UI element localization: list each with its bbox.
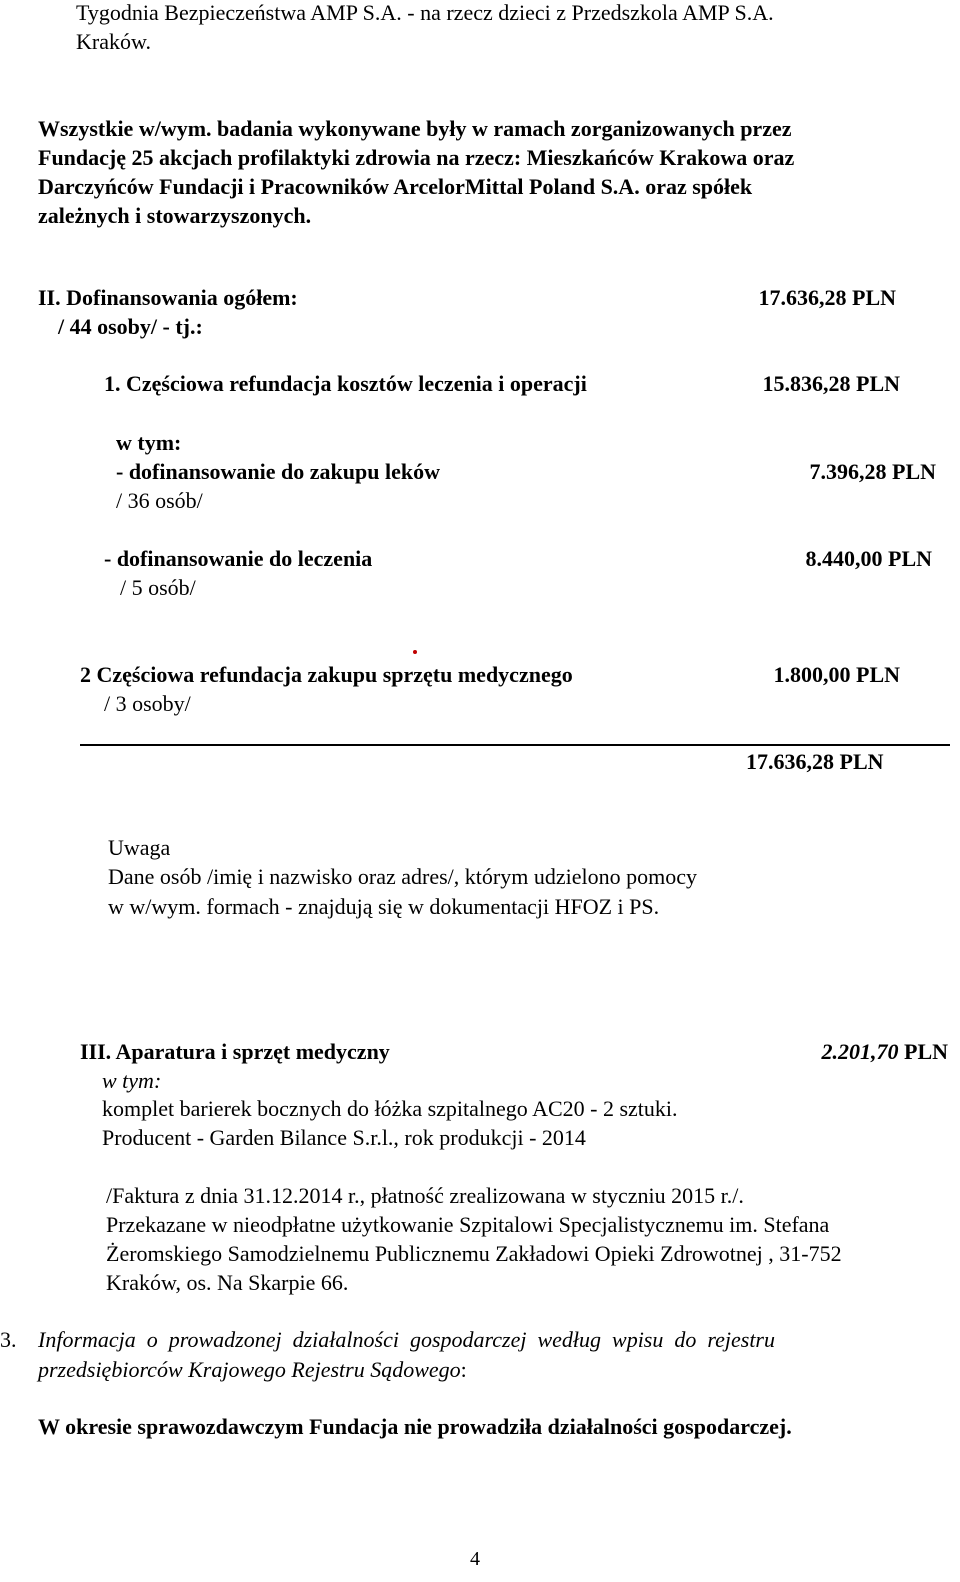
sub1-label: - dofinansowanie do zakupu leków	[116, 459, 440, 484]
note-title: Uwaga	[108, 835, 171, 860]
top-line-1: Tygodnia Bezpieczeństwa AMP S.A. - na rzecz dzieci z Przedszkola AMP S.A.	[76, 0, 774, 25]
point3-line-2	[38, 1355, 467, 1384]
section3-amount-number: 2.201,70	[821, 1039, 899, 1064]
intro-line-1: Wszystkie w/wym. badania wykonywane były w ramach zorganizowanych przez	[38, 116, 792, 141]
section3-invoice: /Faktura z dnia 31.12.2014 r., płatność zrealizowana w styczniu 2015 r./.	[106, 1183, 744, 1208]
section3-transfer-1: Przekazane w nieodpłatne użytkowanie Szpitalowi Specjalistycznemu im. Stefana	[106, 1212, 830, 1237]
sub2-amount: 8.440,00 PLN	[805, 546, 932, 571]
red-dot-mark	[413, 650, 417, 654]
page-number: 4	[470, 1548, 480, 1570]
item1-amount: 15.836,28 PLN	[762, 371, 900, 396]
section3-amount-currency: PLN	[898, 1039, 948, 1064]
intro-line-3: Darczyńców Fundacji i Pracowników ArcelorMittal Poland S.A. oraz spółek	[38, 174, 753, 199]
intro-line-4: zależnych i stowarzyszonych.	[38, 203, 312, 228]
section2-title: II. Dofinansowania ogółem:	[38, 285, 298, 310]
section2-persons: / 44 osoby/ - tj.:	[58, 314, 203, 339]
section3-title: III. Aparatura i sprzęt medyczny	[80, 1039, 390, 1064]
section3-line-1: komplet barierek bocznych do łóżka szpitalnego AC20 - 2 sztuki.	[102, 1096, 678, 1121]
sub1-amount: 7.396,28 PLN	[809, 459, 936, 484]
item2-persons: / 3 osoby/	[104, 691, 191, 716]
sub2-label: - dofinansowanie do leczenia	[104, 546, 373, 571]
section2-sum: 17.636,28 PLN	[746, 749, 884, 774]
point3-line-2-text: przedsiębiorców Krajowego Rejestru Sądowego	[38, 1357, 461, 1382]
point3-line-2-colon: :	[460, 1357, 467, 1382]
item1-label: 1. Częściowa refundacja kosztów leczenia i operacji	[104, 371, 587, 396]
item2-label: 2 Częściowa refundacja zakupu sprzętu medycznego	[80, 662, 573, 687]
section3-transfer-3: Kraków, os. Na Skarpie 66.	[106, 1270, 349, 1295]
sub1-persons: / 36 osób/	[116, 488, 203, 513]
section3-wtym: w tym:	[102, 1068, 162, 1093]
point3-number: 3.	[0, 1327, 17, 1352]
item1-wtym: w tym:	[116, 430, 182, 455]
intro-line-2: Fundację 25 akcjach profilaktyki zdrowia na rzecz: Mieszkańców Krakowa oraz	[38, 145, 795, 170]
sum-rule	[80, 744, 950, 746]
section2-total: 17.636,28 PLN	[758, 285, 896, 310]
section3-transfer-2: Żeromskiego Samodzielnemu Publicznemu Zakładowi Opieki Zdrowotnej , 31-752	[106, 1241, 842, 1266]
point3-line-1: Informacja o prowadzonej działalności gospodarczej według wpisu do rejestru	[38, 1327, 775, 1352]
point3-statement: W okresie sprawozdawczym Fundacja nie prowadziła działalności gospodarczej.	[38, 1414, 792, 1439]
section3-line-2: Producent - Garden Bilance S.r.l., rok produkcji - 2014	[102, 1125, 586, 1150]
top-line-2: Kraków.	[76, 29, 151, 54]
note-line-2: w w/wym. formach - znajdują się w dokumentacji HFOZ i PS.	[108, 894, 660, 919]
sub2-persons: / 5 osób/	[120, 575, 196, 600]
item2-amount: 1.800,00 PLN	[773, 662, 900, 687]
section3-amount	[648, 1037, 948, 1066]
note-line-1: Dane osób /imię i nazwisko oraz adres/, którym udzielono pomocy	[108, 864, 697, 889]
